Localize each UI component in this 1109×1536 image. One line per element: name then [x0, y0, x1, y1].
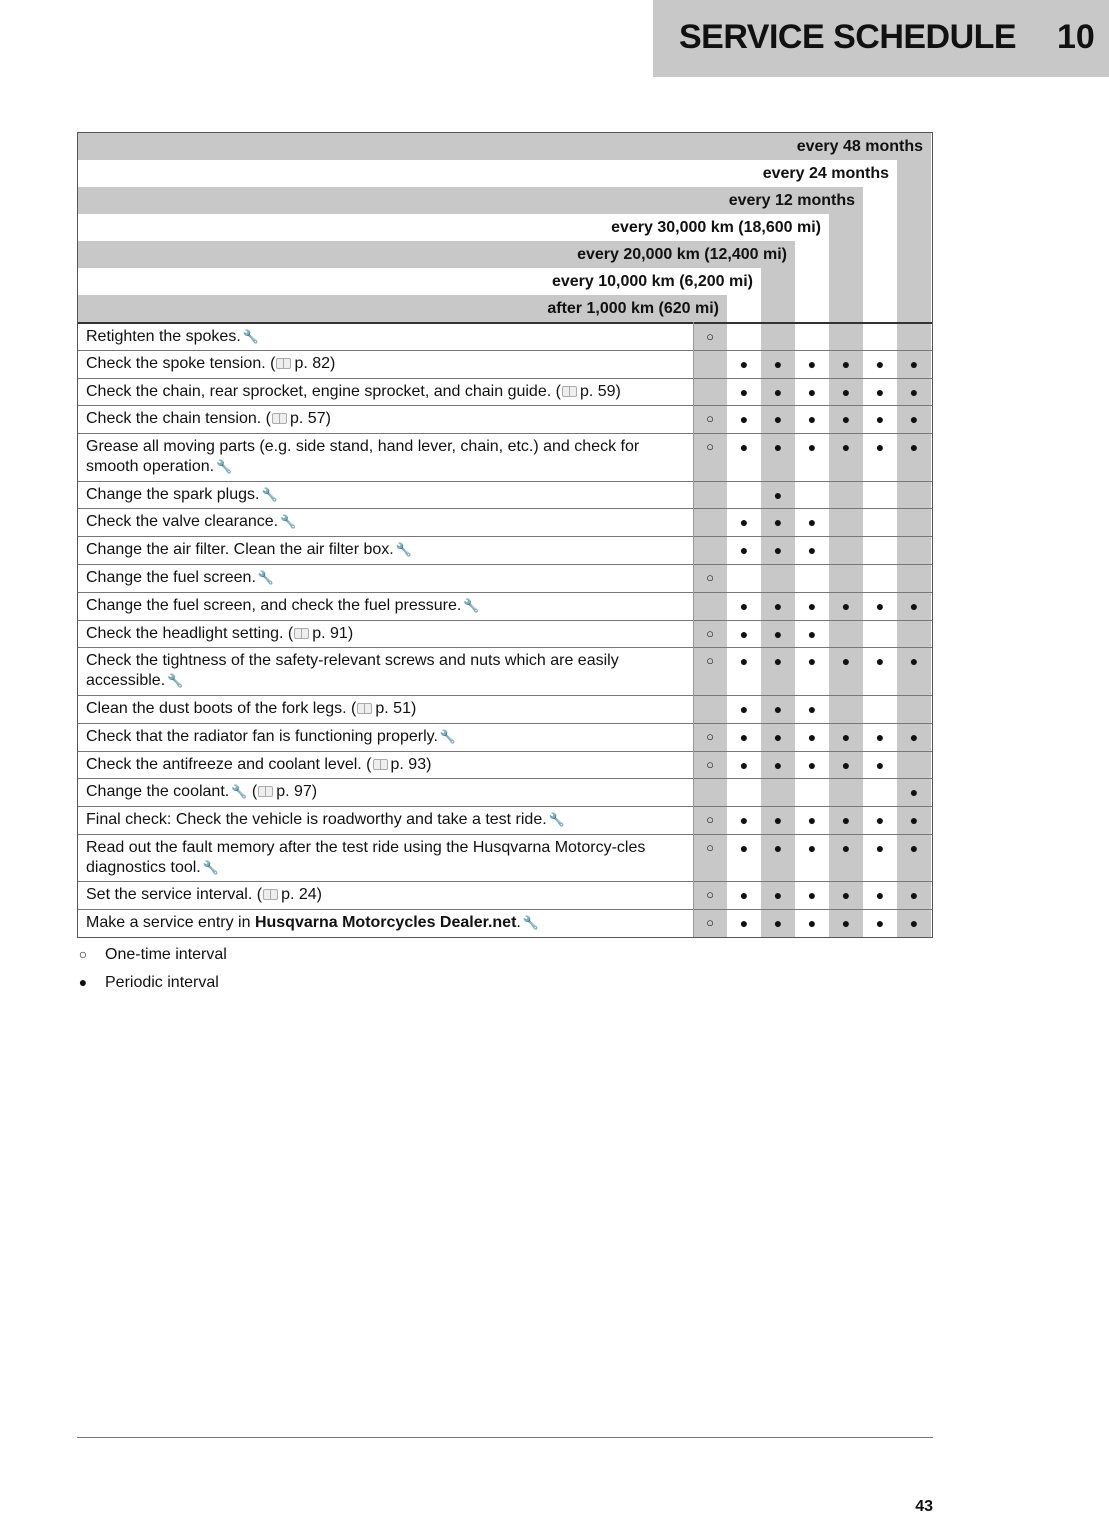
one-time-interval-mark: ○: [706, 570, 714, 586]
interval-header-label: every 30,000 km (18,600 mi): [611, 219, 821, 236]
wrench-icon: 🔧: [522, 915, 540, 931]
wrench-icon: 🔧: [231, 784, 248, 800]
periodic-interval-mark: ●: [841, 355, 851, 372]
task-text-suffix: .: [516, 914, 521, 932]
reference-prefix: (: [247, 783, 258, 801]
task-description: [86, 437, 686, 477]
periodic-interval-mark: ●: [807, 700, 817, 717]
table-row: [78, 350, 932, 378]
wrench-icon: 🔧: [257, 570, 275, 586]
task-description: [86, 382, 686, 402]
periodic-interval-mark: ●: [773, 486, 783, 503]
periodic-interval-mark: ●: [739, 383, 749, 400]
table-row: [78, 508, 932, 536]
one-time-interval-mark: ○: [706, 839, 714, 855]
periodic-interval-mark: ●: [841, 812, 851, 829]
periodic-interval-mark: ●: [739, 653, 749, 670]
periodic-interval-mark: ●: [909, 411, 919, 428]
table-row: [78, 909, 932, 937]
interval-header-label: every 24 months: [762, 165, 889, 182]
wrench-icon: 🔧: [463, 597, 480, 613]
task-text: Read out the fault memory after the test ride using the Husqvarna Motorcy-cles diagnostics tool.: [86, 838, 646, 876]
periodic-interval-mark: ●: [807, 812, 817, 829]
one-time-interval-mark: ○: [706, 411, 714, 427]
task-description: [86, 354, 686, 374]
task-text: Clean the dust boots of the fork legs. (: [86, 699, 357, 717]
interval-header-label: every 20,000 km (12,400 mi): [577, 246, 787, 263]
task-text: Check the headlight setting. (: [86, 624, 294, 642]
book-reference-icon: [294, 628, 309, 639]
periodic-interval-mark: ●: [773, 653, 783, 670]
periodic-interval-mark: ●: [841, 839, 851, 856]
task-text: Make a service entry in: [86, 914, 255, 932]
task-text: Change the fuel screen.: [86, 569, 256, 587]
task-text: Check the chain, rear sprocket, engine sprocket, and chain guide. (: [86, 382, 561, 400]
periodic-interval-mark: ●: [773, 812, 783, 829]
periodic-interval-mark: ●: [773, 542, 783, 559]
periodic-interval-mark: ●: [875, 383, 885, 400]
task-description: [86, 782, 686, 802]
periodic-interval-mark: ●: [841, 597, 851, 614]
book-reference-icon: [263, 889, 278, 900]
table-row: [78, 620, 932, 648]
periodic-interval-mark: ●: [875, 812, 885, 829]
wrench-icon: 🔧: [167, 673, 184, 689]
task-description: [86, 409, 686, 429]
page-reference[interactable]: p. 24): [281, 886, 322, 904]
periodic-interval-mark: ●: [841, 756, 851, 773]
periodic-interval-mark: ●: [739, 887, 749, 904]
periodic-interval-mark: ●: [739, 355, 749, 372]
task-text: Check the antifreeze and coolant level. (: [86, 755, 372, 773]
periodic-interval-mark: ●: [909, 784, 919, 801]
periodic-interval-mark: ●: [773, 355, 783, 372]
task-text: Check the tightness of the safety-relevant screws and nuts which are easily accessible.: [86, 652, 619, 690]
periodic-interval-mark: ●: [841, 383, 851, 400]
task-text: Check the valve clearance.: [86, 513, 279, 531]
interval-header-label: after 1,000 km (620 mi): [547, 300, 719, 317]
table-row: [78, 778, 932, 806]
interval-header-row: [78, 214, 829, 241]
column-divider: [693, 322, 694, 937]
periodic-interval-mark: ●: [909, 439, 919, 456]
periodic-interval-mark: ●: [875, 756, 885, 773]
periodic-interval-mark: ●: [807, 756, 817, 773]
task-description: [86, 727, 686, 747]
table-row: [78, 647, 932, 695]
periodic-interval-mark: ●: [909, 597, 919, 614]
task-text: Check the spoke tension. (: [86, 354, 276, 372]
periodic-interval-mark: ●: [807, 653, 817, 670]
task-text: Grease all moving parts (e.g. side stand, hand lever, chain, etc.) and check for smooth operation.: [86, 438, 640, 476]
table-row: [78, 881, 932, 909]
periodic-interval-mark: ●: [875, 597, 885, 614]
periodic-interval-mark: ●: [773, 915, 783, 932]
chapter-title: SERVICE SCHEDULE: [679, 18, 1017, 56]
periodic-interval-symbol: ●: [78, 974, 88, 990]
page-reference[interactable]: p. 91): [312, 624, 354, 642]
periodic-interval-mark: ●: [739, 728, 749, 745]
periodic-interval-mark: ●: [773, 597, 783, 614]
periodic-interval-mark: ●: [807, 542, 817, 559]
periodic-interval-mark: ●: [807, 839, 817, 856]
interval-header-row: [78, 160, 897, 187]
periodic-interval-mark: ●: [909, 839, 919, 856]
periodic-interval-mark: ●: [909, 383, 919, 400]
task-text: Change the air filter. Clean the air filter box.: [86, 541, 394, 559]
table-row: [78, 536, 932, 564]
interval-header-label: every 48 months: [796, 138, 923, 155]
periodic-interval-mark: ●: [807, 887, 817, 904]
task-text: Change the spark plugs.: [86, 485, 260, 503]
task-description: [86, 810, 686, 830]
periodic-interval-mark: ●: [909, 887, 919, 904]
periodic-interval-mark: ●: [739, 411, 749, 428]
chapter-number: 10: [1057, 18, 1095, 56]
one-time-interval-mark: ○: [706, 625, 714, 641]
task-description: [86, 624, 686, 644]
task-text: Final check: Check the vehicle is roadworthy and take a test ride.: [86, 811, 547, 829]
book-reference-icon: [357, 703, 372, 714]
periodic-interval-mark: ●: [807, 597, 817, 614]
one-time-interval-mark: ○: [706, 915, 714, 931]
periodic-interval-mark: ●: [841, 887, 851, 904]
periodic-interval-mark: ●: [875, 653, 885, 670]
task-description: [86, 540, 686, 560]
page-number: 43: [915, 1498, 933, 1515]
periodic-interval-mark: ●: [909, 915, 919, 932]
task-description: [86, 596, 686, 616]
wrench-icon: 🔧: [242, 329, 259, 344]
task-text: Set the service interval. (: [86, 886, 263, 904]
one-time-interval-mark: ○: [706, 728, 714, 744]
periodic-interval-mark: ●: [739, 542, 749, 559]
table-row: [78, 834, 932, 882]
task-description: [86, 755, 686, 775]
one-time-interval-mark: ○: [706, 439, 714, 455]
one-time-interval-mark: ○: [706, 887, 714, 903]
periodic-interval-mark: ●: [841, 915, 851, 932]
wrench-icon: 🔧: [395, 542, 412, 558]
periodic-interval-mark: ●: [807, 355, 817, 372]
one-time-interval-mark: ○: [706, 329, 714, 344]
periodic-interval-mark: ●: [875, 839, 885, 856]
table-row: [78, 751, 932, 779]
table-row: [78, 378, 932, 406]
legend-label: One-time interval: [105, 946, 227, 963]
task-description: [86, 699, 686, 719]
periodic-interval-mark: ●: [909, 812, 919, 829]
table-row: [78, 695, 932, 723]
periodic-interval-mark: ●: [773, 625, 783, 642]
task-description: [86, 885, 686, 905]
interval-header-row: [78, 295, 727, 322]
task-description: [86, 913, 686, 933]
periodic-interval-mark: ●: [807, 514, 817, 531]
page-reference[interactable]: p. 82): [294, 354, 336, 372]
legend-label: Periodic interval: [105, 974, 219, 991]
periodic-interval-mark: ●: [739, 597, 749, 614]
book-reference-icon: [562, 386, 577, 397]
periodic-interval-mark: ●: [841, 411, 851, 428]
wrench-icon: 🔧: [280, 514, 297, 530]
periodic-interval-mark: ●: [875, 915, 885, 932]
page-reference[interactable]: p. 93): [390, 755, 432, 773]
task-text: Check that the radiator fan is functioning properly.: [86, 727, 438, 745]
one-time-interval-mark: ○: [706, 653, 714, 669]
periodic-interval-mark: ●: [909, 728, 919, 745]
dealer-net-name: Husqvarna Motorcycles Dealer.net: [254, 914, 517, 932]
service-schedule-table: [77, 132, 933, 938]
interval-header-row: [78, 133, 931, 160]
task-description: [86, 485, 686, 505]
task-description: [86, 512, 686, 532]
task-description: [86, 838, 686, 878]
periodic-interval-mark: ●: [739, 625, 749, 642]
periodic-interval-mark: ●: [773, 383, 783, 400]
periodic-interval-mark: ●: [739, 915, 749, 932]
periodic-interval-mark: ●: [807, 383, 817, 400]
periodic-interval-mark: ●: [875, 439, 885, 456]
wrench-icon: 🔧: [439, 728, 457, 744]
periodic-interval-mark: ●: [807, 625, 817, 642]
book-reference-icon: [258, 786, 273, 797]
periodic-interval-mark: ●: [739, 700, 749, 717]
wrench-icon: 🔧: [261, 486, 278, 502]
task-text: Change the fuel screen, and check the fuel pressure.: [86, 596, 462, 614]
one-time-interval-mark: ○: [706, 756, 714, 772]
periodic-interval-mark: ●: [807, 728, 817, 745]
table-row: [78, 405, 932, 433]
task-text: Check the chain tension. (: [86, 410, 271, 428]
task-description: [86, 568, 686, 588]
periodic-interval-mark: ●: [739, 756, 749, 773]
interval-header-row: [78, 241, 795, 268]
periodic-interval-mark: ●: [841, 728, 851, 745]
periodic-interval-mark: ●: [841, 439, 851, 456]
periodic-interval-mark: ●: [807, 411, 817, 428]
periodic-interval-mark: ●: [909, 355, 919, 372]
periodic-interval-mark: ●: [739, 812, 749, 829]
one-time-interval-mark: ○: [706, 812, 714, 828]
task-description: [86, 651, 686, 691]
book-reference-icon: [373, 759, 388, 770]
periodic-interval-mark: ●: [773, 439, 783, 456]
periodic-interval-mark: ●: [773, 756, 783, 773]
periodic-interval-mark: ●: [739, 439, 749, 456]
periodic-interval-mark: ●: [875, 355, 885, 372]
periodic-interval-mark: ●: [739, 514, 749, 531]
wrench-icon: 🔧: [202, 859, 219, 875]
interval-header-label: every 10,000 km (6,200 mi): [551, 273, 753, 290]
periodic-interval-mark: ●: [807, 439, 817, 456]
periodic-interval-mark: ●: [773, 411, 783, 428]
wrench-icon: 🔧: [216, 459, 233, 475]
table-row: [78, 592, 932, 620]
page-reference[interactable]: p. 59): [579, 382, 621, 400]
interval-header-row: [78, 187, 863, 214]
periodic-interval-mark: ●: [875, 887, 885, 904]
interval-header-label: every 12 months: [728, 192, 855, 209]
table-row: [78, 806, 932, 834]
book-reference-icon: [272, 413, 287, 424]
table-row: [78, 433, 932, 481]
periodic-interval-mark: ●: [773, 839, 783, 856]
table-row: [78, 564, 932, 592]
periodic-interval-mark: ●: [773, 514, 783, 531]
page-reference[interactable]: p. 97): [276, 783, 318, 801]
table-row: [78, 481, 932, 509]
task-text: Change the coolant.: [86, 783, 230, 801]
book-reference-icon: [276, 358, 291, 369]
periodic-interval-mark: ●: [875, 728, 885, 745]
interval-header-row: [78, 268, 761, 295]
task-description: [86, 327, 686, 347]
periodic-interval-mark: ●: [773, 887, 783, 904]
wrench-icon: 🔧: [548, 812, 565, 828]
table-row: [78, 322, 932, 350]
periodic-interval-mark: ●: [807, 915, 817, 932]
periodic-interval-mark: ●: [773, 700, 783, 717]
footer-divider: [77, 1437, 933, 1438]
periodic-interval-mark: ●: [773, 728, 783, 745]
task-text: Retighten the spokes.: [86, 328, 241, 345]
periodic-interval-mark: ●: [909, 653, 919, 670]
periodic-interval-mark: ●: [739, 839, 749, 856]
page-reference[interactable]: p. 51): [375, 699, 417, 717]
table-row: [78, 723, 932, 751]
one-time-interval-symbol: ○: [78, 946, 88, 962]
periodic-interval-mark: ●: [841, 653, 851, 670]
periodic-interval-mark: ●: [875, 411, 885, 428]
page-reference[interactable]: p. 57): [290, 410, 331, 428]
